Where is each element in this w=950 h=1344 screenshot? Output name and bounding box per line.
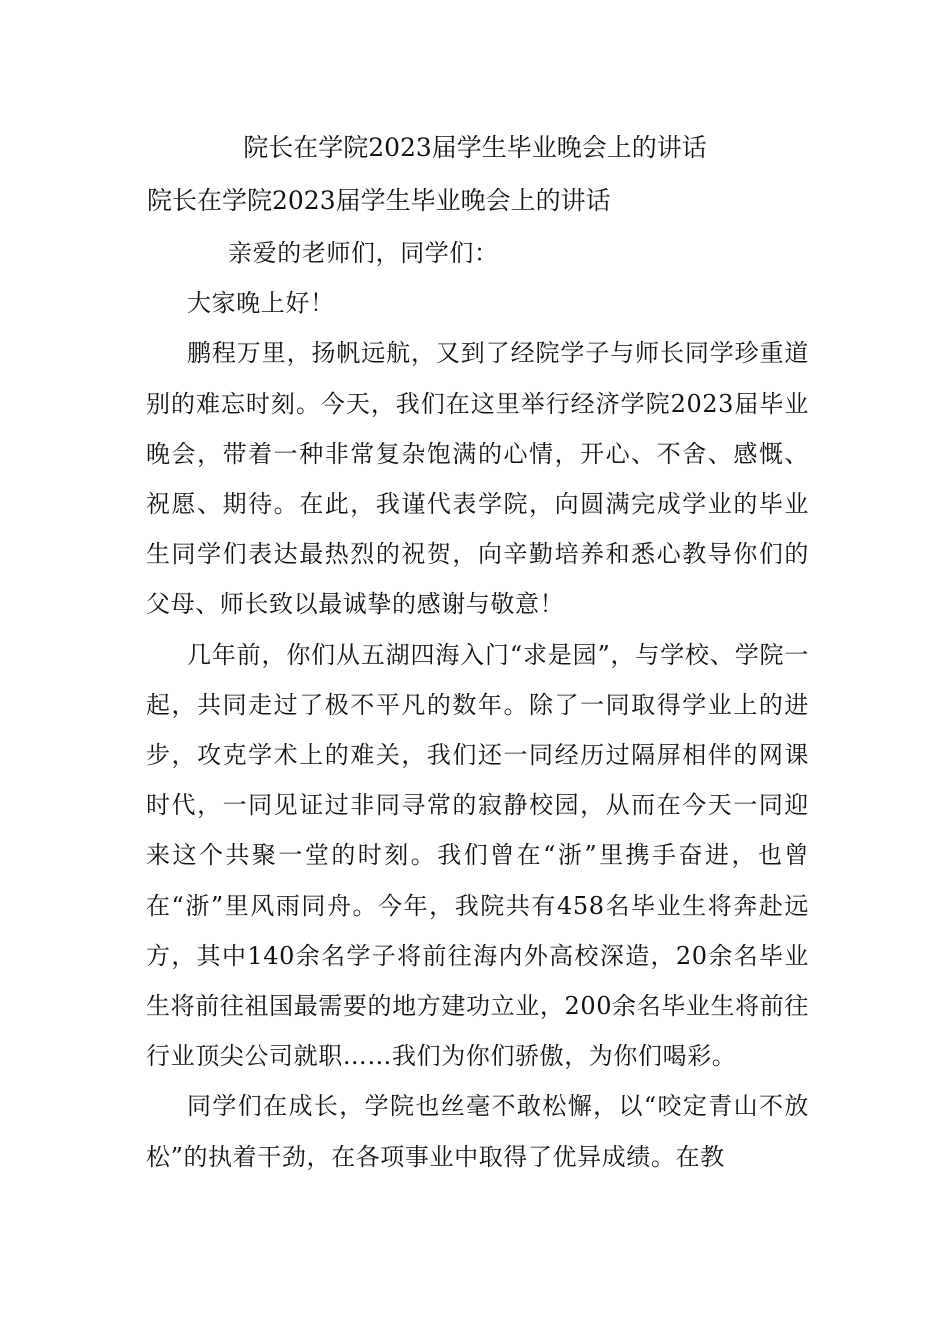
greeting-line: 大家晚上好！ [187, 289, 335, 318]
paragraph-opening: 鹏程万里，扬帆远航，又到了经院学子与师长同学珍重道别的难忘时刻。今天，我们在这里举行经济学院2023届毕业晚会，带着一种非常复杂饱满的心情，开心、不舍、感慨、祝愿、期待。在此，我谨代表学院，向圆满完成学业的毕业生同学们表达最热烈的祝贺，向辛勤培养和悉心教导你们的父母、师长致以最诚挚的感谢与敬意！ [146, 339, 809, 619]
document-heading: 院长在学院2023届学生毕业晚会上的讲话 [243, 133, 707, 162]
paragraph-achievements: 几年前，你们从五湖四海入门“求是园”，与学校、学院一起，共同走过了极不平凡的数年。除了一同取得学业上的进步，攻克学术上的难关，我们还一同经历过隔屏相伴的网课时代，一同见证过非同寻常的寂静校园，从而在今天一同迎来这个共聚一堂的时刻。我们曾在“浙”里携手奋进，也曾在“浙”里风雨同舟。今年，我院共有458名毕业生将奔赴远方，其中140余名学子将前往海内外高校深造，20余名毕业生将前往祖国最需要的地方建功立业，200余名毕业生将前往行业顶尖公司就职……我们为你们骄傲，为你们喝彩。 [146, 640, 809, 1071]
document-subheading: 院长在学院2023届学生毕业晚会上的讲话 [147, 186, 611, 215]
paragraph-college-progress: 同学们在成长，学院也丝毫不敢松懈，以“咬定青山不放松”的执着干劲，在各项事业中取得了优异成绩。在教 [146, 1092, 809, 1171]
salutation: 亲爱的老师们，同学们： [228, 239, 499, 267]
speech-body [146, 228, 809, 1182]
